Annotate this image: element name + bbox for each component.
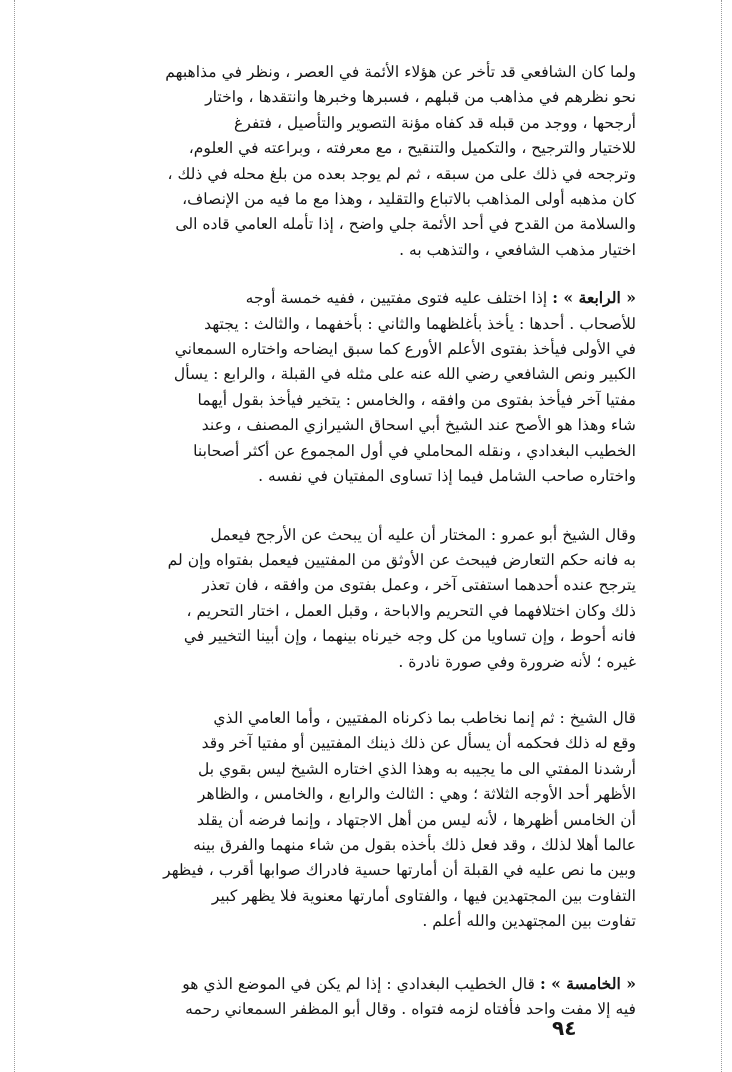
text-line: أرشدنا المفتي الى ما يجيبه به وهذا الذي اختاره الشيخ ليس بقوي بل <box>197 759 636 778</box>
text-line: للاختيار والترجيح ، والتكميل والتنقيح ، مع معرفته ، وبراعته في العلوم، <box>188 139 636 158</box>
text-line: الأظهر أحد الأوجه الثلاثة ؛ وهي : الثالث والرابع ، والخامس ، والظاهر <box>197 785 636 804</box>
text-fragment: إذا اختلف عليه فتوى مفتيين ، ففيه خمسة أوجه <box>245 289 553 308</box>
text-line: والسلامة من القدح في أحد الأئمة جلي واضح ، إذا تأمله العامي قاده الى <box>175 215 636 234</box>
text-line: تفاوت بين المجتهدين والله أعلم . <box>422 912 636 931</box>
text-line: وقال الشيخ أبو عمرو : المختار أن عليه أن يبحث عن الأرجح فيعمل <box>210 525 636 544</box>
text-line: واختاره صاحب الشامل فيما إذا تساوى المفتيان في نفسه . <box>258 467 636 486</box>
text-line: التفاوت بين المجتهدين فيها ، والفتاوى أمارتها معنوية فلا يظهر كبير <box>211 886 636 905</box>
text-line: أرجحها ، ووجد من قبله قد كفاه مؤنة التصوير والتأصيل ، فتفرغ <box>234 113 636 132</box>
text-line: شاء وهذا هو الأصح عند الشيخ أبي اسحاق الشيرازي المصنف ، وعند <box>201 416 636 435</box>
text-line: للأصحاب . أحدها : يأخذ بأغلظهما والثاني : بأخفهما ، والثالث : يجتهد <box>204 314 636 333</box>
text-line <box>96 971 636 997</box>
scan-gutter-left <box>14 0 15 1072</box>
page-number: ٩٤ <box>552 1016 577 1040</box>
text-line: فانه أحوط ، وإن تساويا من كل وجه خيرناه بينهما ، وإن أبينا التخيير في <box>183 627 636 646</box>
text-line: مفتيا آخر فيأخذ بفتوى من وافقه ، والخامس : يتخير فيأخذ بقول أيهما <box>197 390 636 409</box>
text-line: نحو نظرهم في مذاهب من قبلهم ، فسبرها وخبرها وانتقدها ، واختار <box>205 88 636 107</box>
text-line: الخطيب البغدادي ، ونقله المحاملي في أول المجموع عن أكثر أصحابنا <box>193 441 636 460</box>
section-heading-fourth: « الرابعة » : <box>552 288 636 308</box>
text-line: وبين ما نص عليه في القبلة أن أمارتها حسية فادراك صوابها أقرب ، فيظهر <box>163 861 636 880</box>
paragraph-shafii-preference <box>96 60 636 263</box>
text-line: عالما أهلا لذلك ، وقد فعل ذلك بأخذه بقول من شاء منهما والفرق بينه <box>193 835 636 854</box>
text-line: اختيار مذهب الشافعي ، والتذهب به . <box>399 240 636 259</box>
text-line: وقع له ذلك فحكمه أن يسأل عن ذلك ذينك المفتيين أو مفتيا آخر وقد <box>201 734 636 753</box>
page-body <box>96 60 636 1022</box>
scan-gutter-right <box>721 0 722 1072</box>
text-line: كان مذهبه أولى المذاهب بالاتباع والتقليد ، وهذا مع ما فيه من الإنصاف، <box>182 190 636 209</box>
paragraph-abu-amr-opinion <box>96 523 636 675</box>
text-line: فيه إلا مفت واحد فأفتاه لزمه فتواه . وقال أبو المظفر السمعاني رحمه <box>185 1000 636 1018</box>
text-line: ولما كان الشافعي قد تأخر عن هؤلاء الأئمة في العصر ، ونظر في مذاهبهم <box>165 63 636 81</box>
text-line <box>96 285 636 311</box>
text-line: الكبير ونص الشافعي رضي الله عنه على مثله في القبلة ، والرابع : يسأل <box>173 365 636 384</box>
text-line: أن الخامس أظهرها ، لأنه ليس من أهل الاجتهاد ، وإنما فرضه أن يقلد <box>197 810 636 829</box>
paragraph-fourth-issue <box>96 285 636 489</box>
text-line: يترجح عنده أحدهما استفتى آخر ، وعمل بفتوى من وافقه ، فان تعذر <box>202 576 636 595</box>
text-line: ذلك وكان اختلافهما في التحريم والاباحة ، وقبل العمل ، اختار التحريم ، <box>186 601 636 620</box>
section-heading-fifth: « الخامسة » : <box>539 973 636 993</box>
text-fragment: قال الخطيب البغدادي : إذا لم يكن في الموضع الذي هو <box>182 974 540 993</box>
text-line: غيره ؛ لأنه ضرورة وفي صورة نادرة . <box>398 652 636 671</box>
text-line: قال الشيخ : ثم إنما نخاطب بما ذكرناه المفتيين ، وأما العامي الذي <box>213 708 636 727</box>
text-line: به فانه حكم التعارض فيبحث عن الأوثق من المفتيين فيعمل بفتواه وإن لم <box>167 550 636 569</box>
paragraph-shaykh-commentary <box>96 706 636 935</box>
text-line: في الأولى فيأخذ بفتوى الأعلم الأورع كما سبق ايضاحه واختاره السمعاني <box>174 340 636 359</box>
text-line: وترجحه في ذلك على من سبقه ، ثم لم يوجد بعده من بلغ محله في ذلك ، <box>167 164 636 183</box>
paragraph-fifth-issue <box>96 971 636 1023</box>
